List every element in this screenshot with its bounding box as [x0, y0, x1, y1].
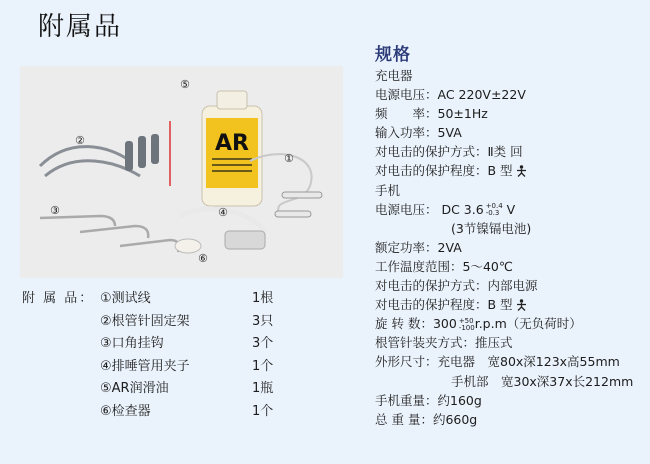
accessories-photo [20, 66, 343, 278]
tol-upper: +50 [458, 316, 474, 325]
charger-voltage: 电源电压：AC 220V±22V [375, 87, 526, 103]
handpiece-title: 手机 [375, 182, 401, 198]
spec-heading: 规格 [375, 45, 411, 65]
battery: (3节镍镉电池) [451, 220, 532, 236]
marker-4: ④ [218, 206, 228, 219]
temp-range: 工作温度范围：5～40℃ [375, 258, 513, 274]
accessory-qty: 1瓶 [252, 381, 274, 396]
charger-protection-level: 对电击的保护程度：B 型 [375, 163, 513, 179]
accessory-name: ④排唾管用夹子 [100, 358, 190, 374]
tol-upper: +0.4 [485, 202, 503, 211]
hp-protection-level-row [375, 295, 647, 314]
charger-protection-type: 对电击的保护方式：Ⅱ类 回 [375, 144, 523, 160]
frequency: 频 率：50±1Hz [375, 106, 488, 122]
accessories-list [22, 288, 352, 423]
accessory-qty: 1个 [252, 358, 274, 374]
page-title: 附属品 [38, 12, 123, 42]
accessory-qty: 1根 [252, 291, 274, 306]
accessory-name: ③口角挂钩 [100, 336, 164, 351]
spec-list [375, 66, 647, 429]
accessories-label: 附 属 品： [22, 291, 95, 306]
speed-row [375, 314, 647, 333]
marker-2: ② [75, 134, 85, 147]
rated-power: 额定功率：2VA [375, 239, 462, 255]
total-weight: 总 重 量：约660g [375, 411, 478, 427]
charger-title: 充电器 [375, 68, 413, 83]
type-b-icon [516, 165, 527, 177]
accessory-row [22, 288, 352, 311]
accessory-row [22, 356, 352, 379]
handpiece-voltage-row [375, 200, 647, 219]
hp-protection-type: 对电击的保护方式：内部电源 [375, 278, 538, 294]
hp-voltage: 电源电压： DC 3.6 [375, 201, 484, 217]
bottle-label: AR [215, 131, 249, 156]
tol-lower: -100 [458, 323, 475, 332]
marker-5: ⑤ [180, 78, 190, 91]
accessory-row [22, 311, 352, 334]
accessory-name: ②根管针固定架 [100, 313, 190, 329]
accessory-name: ⑤AR润滑油 [100, 381, 169, 396]
accessory-row [22, 378, 352, 401]
type-b-icon [516, 299, 527, 311]
speed-tolerance [459, 318, 475, 332]
speed: 旋 转 数：300 [375, 316, 457, 332]
marker-6: ⑥ [198, 252, 208, 265]
accessory-row [22, 333, 352, 356]
charger-protection-level-row [375, 161, 647, 180]
lubricant-bottle-image [202, 91, 262, 206]
marker-3: ③ [50, 204, 60, 217]
speed-suffix: r.p.m（无负荷时） [474, 316, 582, 332]
accessory-name: ⑥检查器 [100, 403, 151, 419]
hp-voltage-tolerance [486, 203, 503, 217]
hp-weight: 手机重量：约160g [375, 392, 482, 408]
accessory-row [22, 401, 352, 424]
hp-voltage-unit: V [506, 201, 516, 217]
accessories-illustration [20, 66, 343, 278]
dim-charger: 外形尺寸：充电器 宽80x深123x高55mm [375, 354, 620, 370]
accessory-qty: 1个 [252, 403, 274, 419]
input-power: 输入功率：5VA [375, 125, 462, 141]
accessory-qty: 3只 [252, 313, 274, 329]
needle-clamp: 根管针装夹方式：推压式 [375, 335, 513, 351]
hp-protection-level: 对电击的保护程度：B 型 [375, 297, 513, 313]
tol-lower: -0.3 [485, 209, 500, 218]
accessory-qty: 3个 [252, 336, 274, 351]
dim-handpiece: 手机部 宽30x深37x长212mm [451, 373, 634, 389]
accessory-name: ①测试线 [100, 291, 151, 306]
marker-1: ① [284, 152, 294, 165]
